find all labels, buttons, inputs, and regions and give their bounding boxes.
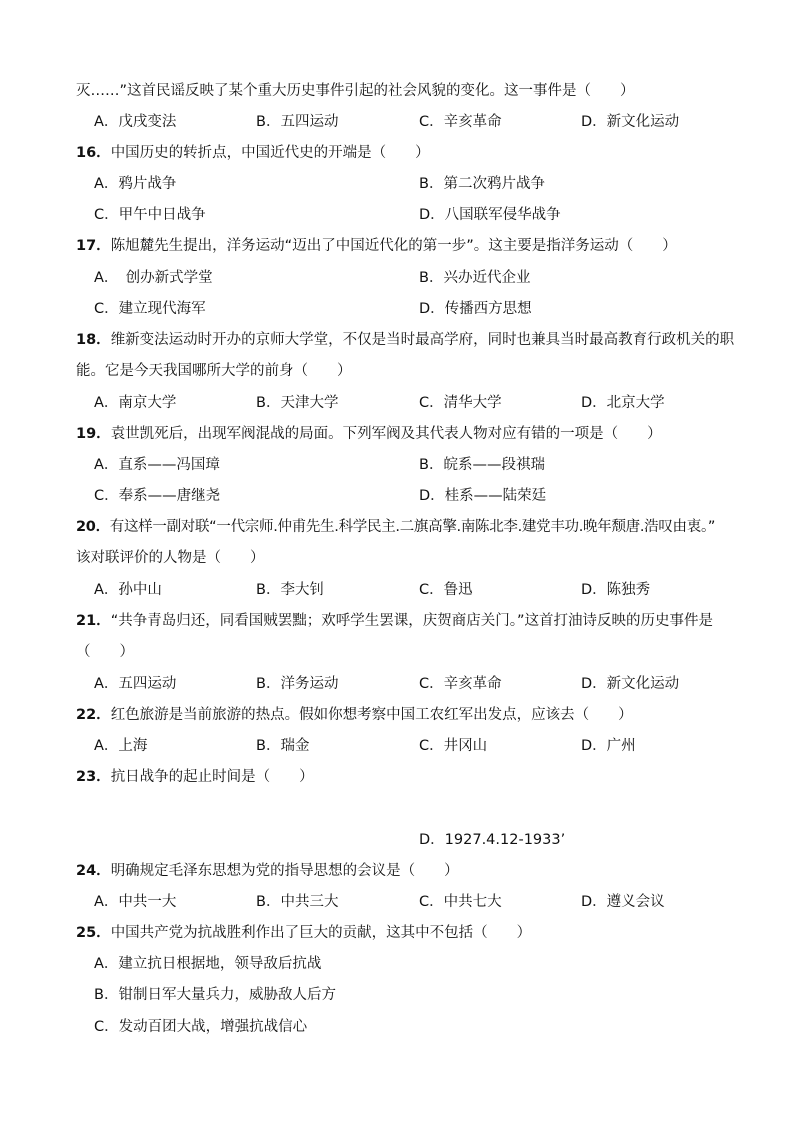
question-number: 17． — [76, 238, 111, 254]
question-16-option-a: A．鸦片战争 — [94, 176, 177, 192]
question-number: 21． — [76, 613, 111, 629]
question-17-option-d: D．传播西方思想 — [419, 301, 532, 317]
question-20 — [76, 518, 740, 536]
question-text: 陈旭麓先生提出，洋务运动“迈出了中国近代化的第一步”。这主要是指洋务运动（ ） — [110, 238, 677, 254]
question-number: 16． — [76, 145, 111, 161]
question-text: 中国历史的转折点，中国近代史的开端是（ ） — [110, 145, 430, 161]
question-24-option-d: D．遵义会议 — [581, 894, 665, 910]
question-22-option-a: A．上海 — [94, 738, 148, 754]
question-15-option-b: B．五四运动 — [256, 114, 339, 130]
question-20-option-b: B．李大钊 — [256, 582, 324, 598]
question-15-text — [76, 82, 740, 100]
question-20-option-d: D．陈独秀 — [581, 582, 651, 598]
question-20-option-a: A．孙中山 — [94, 582, 162, 598]
question-17-option-c: C．建立现代海军 — [94, 301, 206, 317]
question-number: 18． — [76, 332, 111, 348]
question-18 — [76, 331, 740, 349]
question-text: “共争青岛归还，同看国贼罢黜；欢呼学生罢课，庆贺商店关门。”这首打油诗反映的历史事件是 — [110, 613, 713, 629]
question-24 — [76, 862, 740, 880]
question-21-option-c: C．辛亥革命 — [419, 676, 502, 692]
question-15-option-d: D．新文化运动 — [581, 114, 680, 130]
question-18-option-c: C．清华大学 — [419, 395, 502, 411]
question-text: 袁世凯死后，出现军阀混战的局面。下列军阀及其代表人物对应有错的一项是（ ） — [110, 426, 662, 442]
question-21-option-d: D．新文化运动 — [581, 676, 680, 692]
question-24-option-a: A．中共一大 — [94, 894, 177, 910]
question-19 — [76, 425, 740, 443]
question-19-option-a: A．直系——冯国璋 — [94, 457, 220, 473]
question-21 — [76, 612, 740, 630]
question-16 — [76, 144, 740, 162]
question-text: 明确规定毛泽东思想为党的指导思想的会议是（ ） — [110, 863, 459, 879]
question-22-option-c: C．井冈山 — [419, 738, 488, 754]
question-20-continued: 该对联评价的人物是（ ） — [76, 550, 265, 566]
question-22-option-b: B．瑞金 — [256, 738, 310, 754]
question-16-option-c: C．甲午中日战争 — [94, 207, 206, 223]
question-15-option-a: A．戊戌变法 — [94, 114, 177, 130]
question-text: 抗日战争的起止时间是（ ） — [110, 769, 314, 785]
question-18-option-a: A．南京大学 — [94, 395, 177, 411]
question-number: 20． — [76, 519, 110, 535]
question-21-option-b: B．洋务运动 — [256, 676, 339, 692]
question-25-option-b: B．钳制日军大量兵力，威胁敌人后方 — [94, 987, 336, 1003]
question-15-option-c: C．辛亥革命 — [419, 114, 502, 130]
question-18-continued: 能。它是今天我国哪所大学的前身（ ） — [76, 363, 352, 379]
question-number: 23． — [76, 769, 111, 785]
question-25 — [76, 924, 740, 942]
question-25-option-c: C．发动百团大战，增强抗战信心 — [94, 1019, 308, 1035]
question-text: 维新变法运动时开办的京师大学堂，不仅是当时最高学府，同时也兼具当时最高教育行政机关的职 — [110, 332, 735, 348]
question-number: 22． — [76, 707, 111, 723]
question-17-option-b: B．兴办近代企业 — [419, 270, 531, 286]
question-24-option-c: C．中共七大 — [419, 894, 502, 910]
question-20-option-c: C．鲁迅 — [419, 582, 473, 598]
question-25-option-a: A．建立抗日根据地，领导敌后抗战 — [94, 956, 322, 972]
question-22-option-d: D．广州 — [581, 738, 636, 754]
question-text: 中国共产党为抗战胜利作出了巨大的贡献，这其中不包括（ ） — [110, 925, 532, 941]
question-21-option-a: A．五四运动 — [94, 676, 177, 692]
question-19-option-c: C．奉系——唐继尧 — [94, 488, 221, 504]
question-17 — [76, 237, 740, 255]
question-22 — [76, 706, 740, 724]
question-19-option-d: D．桂系——陆荣廷 — [419, 488, 547, 504]
question-18-option-d: D．北京大学 — [581, 395, 665, 411]
question-number: 19． — [76, 426, 111, 442]
question-text: 有这样一副对联“一代宗师.仲甫先生.科学民主.二旗高擎.南陈北李.建党丰功.晚年颓唐.浩叹由衷。” — [109, 519, 716, 535]
question-24-option-b: B．中共三大 — [256, 894, 339, 910]
question-number: 24． — [76, 863, 111, 879]
question-17-option-a: A． 创办新式学堂 — [94, 270, 213, 286]
question-number: 25． — [76, 925, 111, 941]
question-23 — [76, 768, 740, 786]
question-16-option-d: D．八国联军侵华战争 — [419, 207, 561, 223]
question-18-option-b: B．天津大学 — [256, 395, 339, 411]
question-19-option-b: B．皖系——段祺瑞 — [419, 457, 545, 473]
question-16-option-b: B．第二次鸦片战争 — [419, 176, 545, 192]
question-21-continued: （ ） — [76, 644, 134, 660]
question-text: 灭……”这首民谣反映了某个重大历史事件引起的社会风貌的变化。这一事件是（ ） — [76, 83, 635, 99]
question-text: 红色旅游是当前旅游的热点。假如你想考察中国工农红军出发点，应该去（ ） — [110, 707, 633, 723]
question-23-option-d: D．1927.4.12-1933’ — [419, 832, 566, 848]
